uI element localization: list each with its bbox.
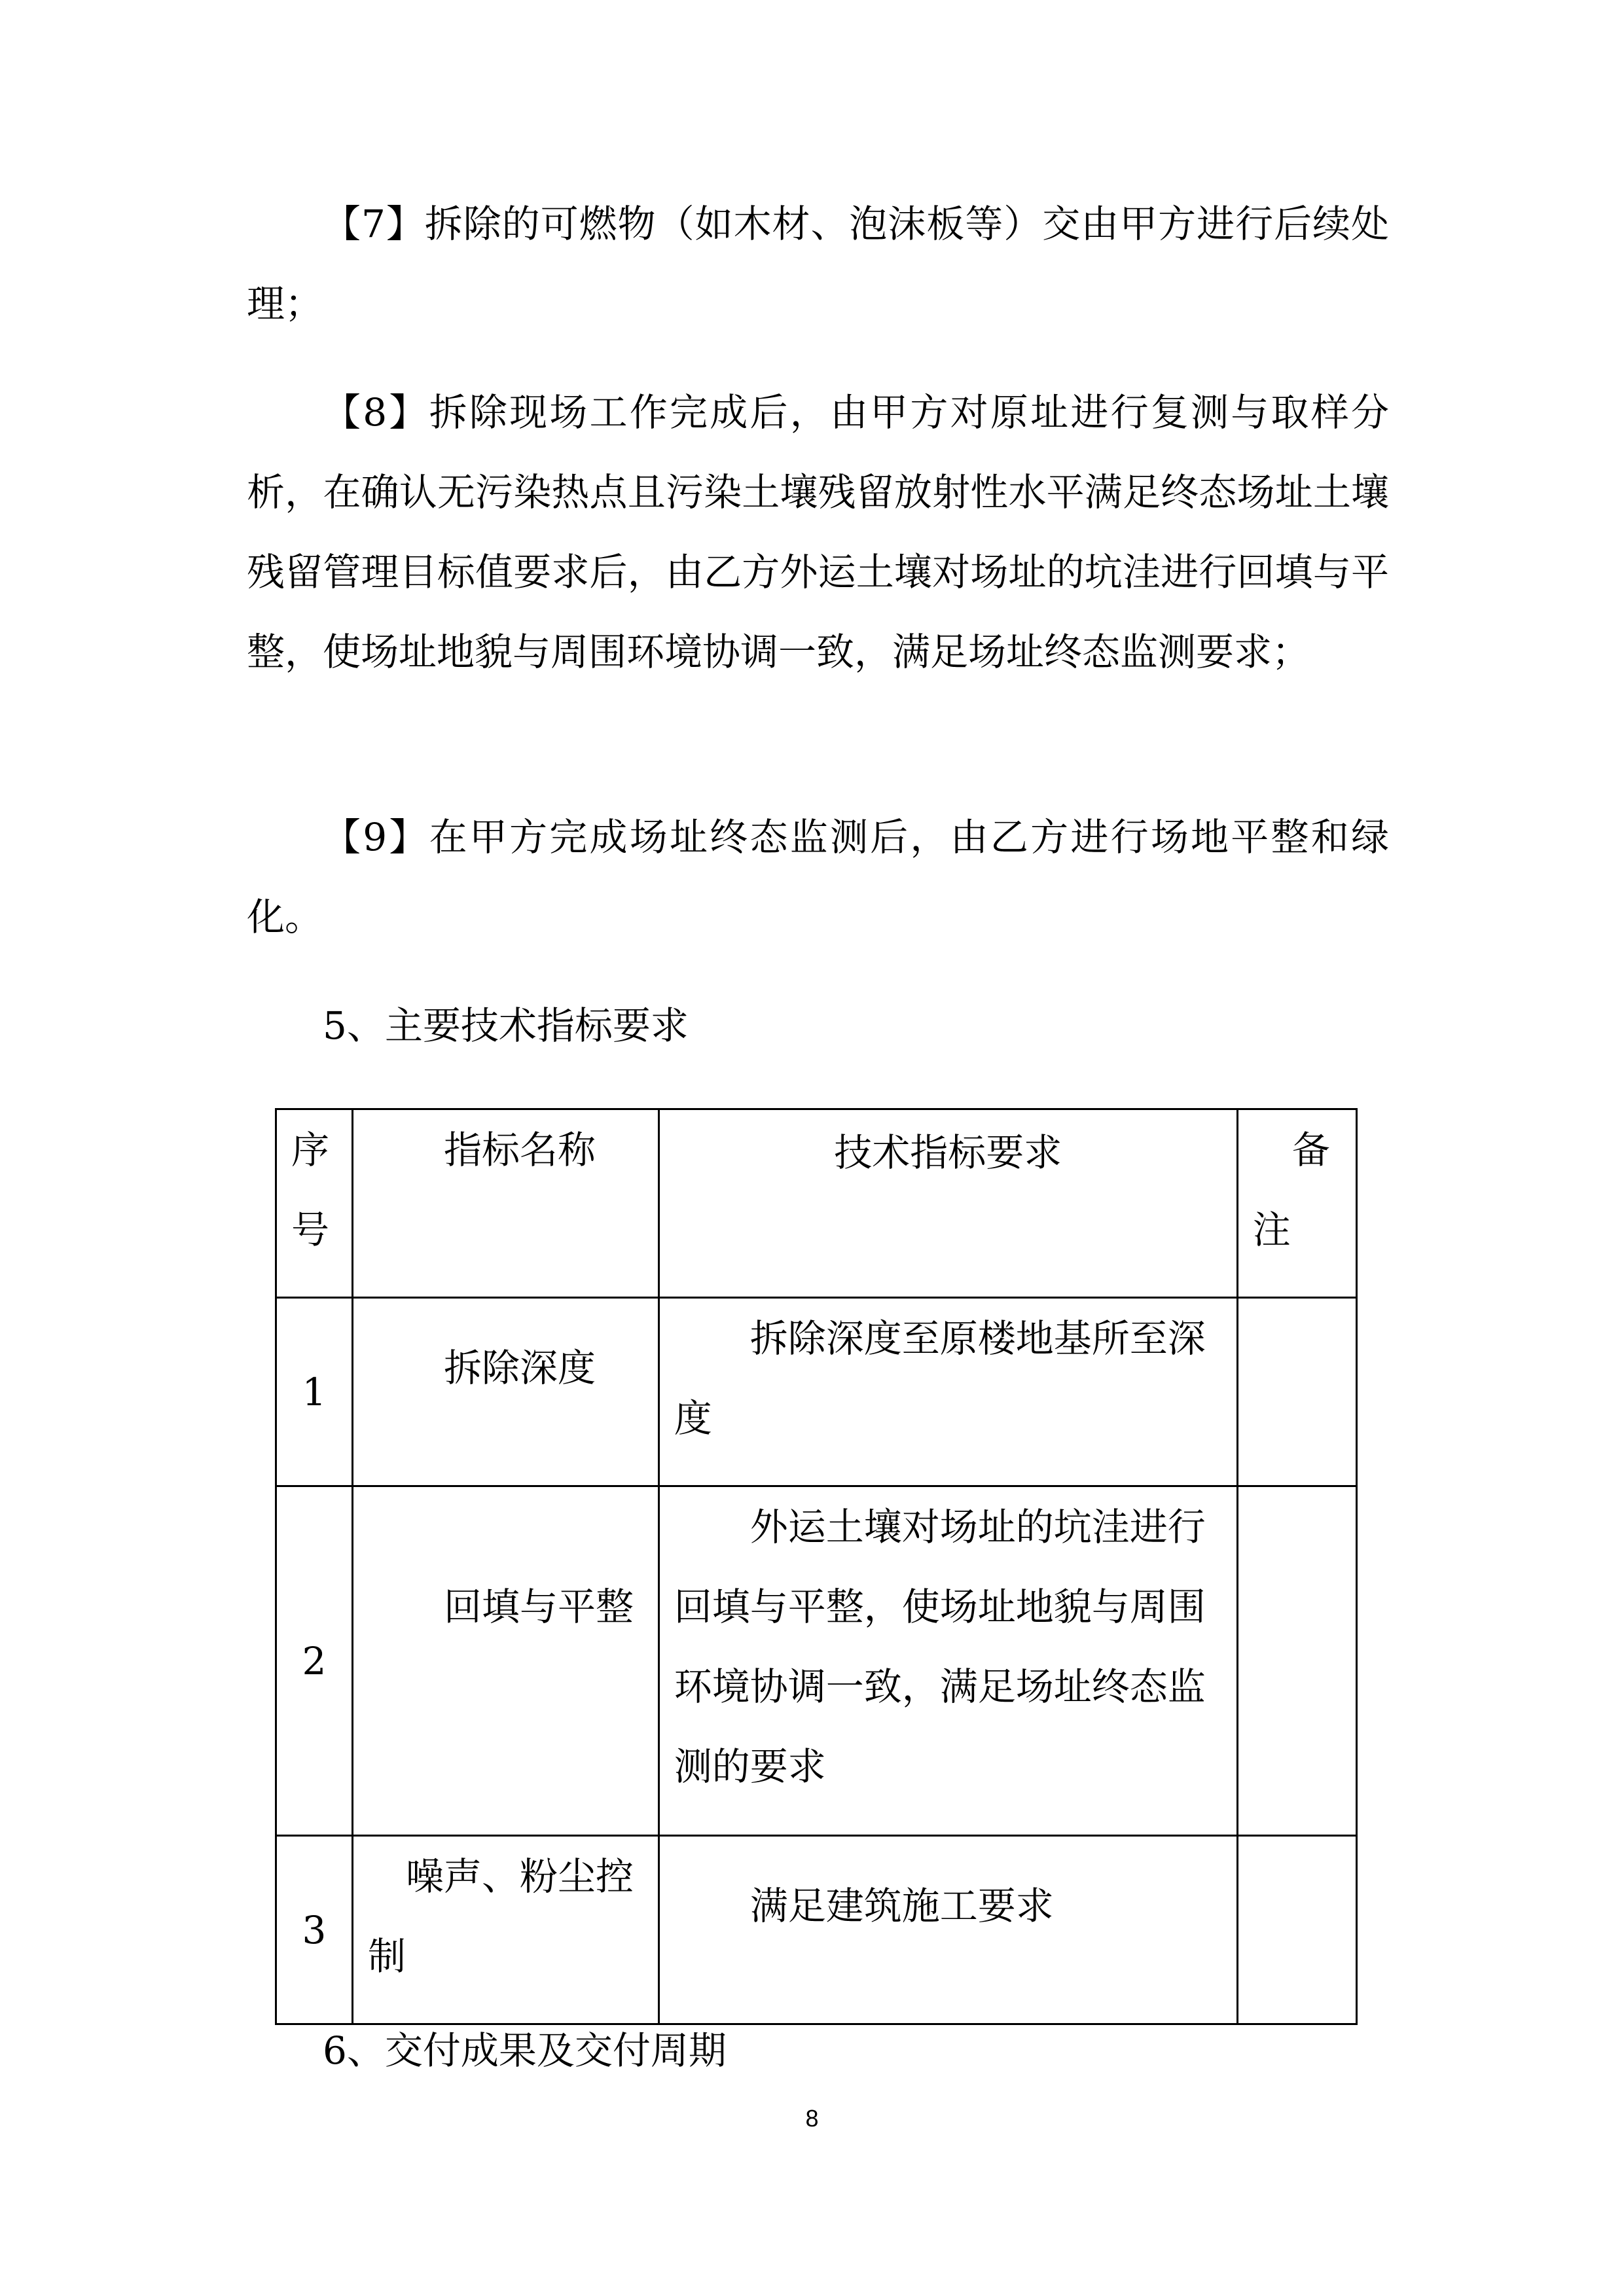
table-row bbox=[276, 1298, 1357, 1486]
row-requirement: 满足建筑施工要求 bbox=[659, 1836, 1237, 2024]
paragraph-item-9: 【9】在甲方完成场址终态监测后，由乙方进行场地平整和绿化。 bbox=[247, 815, 1389, 939]
row-seq: 3 bbox=[276, 1836, 353, 2024]
header-indicator-name: 指标名称 bbox=[352, 1109, 659, 1298]
row-remark bbox=[1237, 1836, 1356, 2024]
page-number: 8 bbox=[805, 2105, 819, 2132]
table-header-row bbox=[276, 1109, 1357, 1298]
paragraph-item-7: 【7】拆除的可燃物（如木材、泡沫板等）交由甲方进行后续处理； bbox=[247, 202, 1389, 326]
section-heading-5: 5、主要技术指标要求 bbox=[323, 1003, 689, 1048]
row-seq: 2 bbox=[276, 1486, 353, 1836]
table-row bbox=[276, 1486, 1357, 1836]
row-indicator-name: 噪声、粉尘控制 bbox=[352, 1836, 659, 2024]
row-requirement: 外运土壤对场址的坑洼进行回填与平整，使场址地貌与周围环境协调一致，满足场址终态监测的要求 bbox=[659, 1486, 1237, 1836]
table-row bbox=[276, 1836, 1357, 2024]
row-indicator-name: 回填与平整 bbox=[352, 1486, 659, 1836]
row-requirement: 拆除深度至原楼地基所至深度 bbox=[659, 1298, 1237, 1486]
row-remark bbox=[1237, 1486, 1356, 1836]
paragraph-item-8: 【8】拆除现场工作完成后，由甲方对原址进行复测与取样分析，在确认无污染热点且污染土壤残留放射性水平满足终态场址土壤残留管理目标值要求后，由乙方外运土壤对场址的坑洼进行回填与平整，使场址地貌与周围环境协调一致，满足场址终态监测要求； bbox=[247, 390, 1389, 674]
section-heading-6: 6、交付成果及交付周期 bbox=[323, 2028, 727, 2073]
row-seq: 1 bbox=[276, 1298, 353, 1486]
technical-spec-table bbox=[275, 1108, 1358, 2025]
row-indicator-name: 拆除深度 bbox=[352, 1298, 659, 1486]
header-seq: 序号 bbox=[276, 1109, 353, 1298]
row-remark bbox=[1237, 1298, 1356, 1486]
header-remark: 备注 bbox=[1237, 1109, 1356, 1298]
header-requirement: 技术指标要求 bbox=[659, 1109, 1237, 1298]
